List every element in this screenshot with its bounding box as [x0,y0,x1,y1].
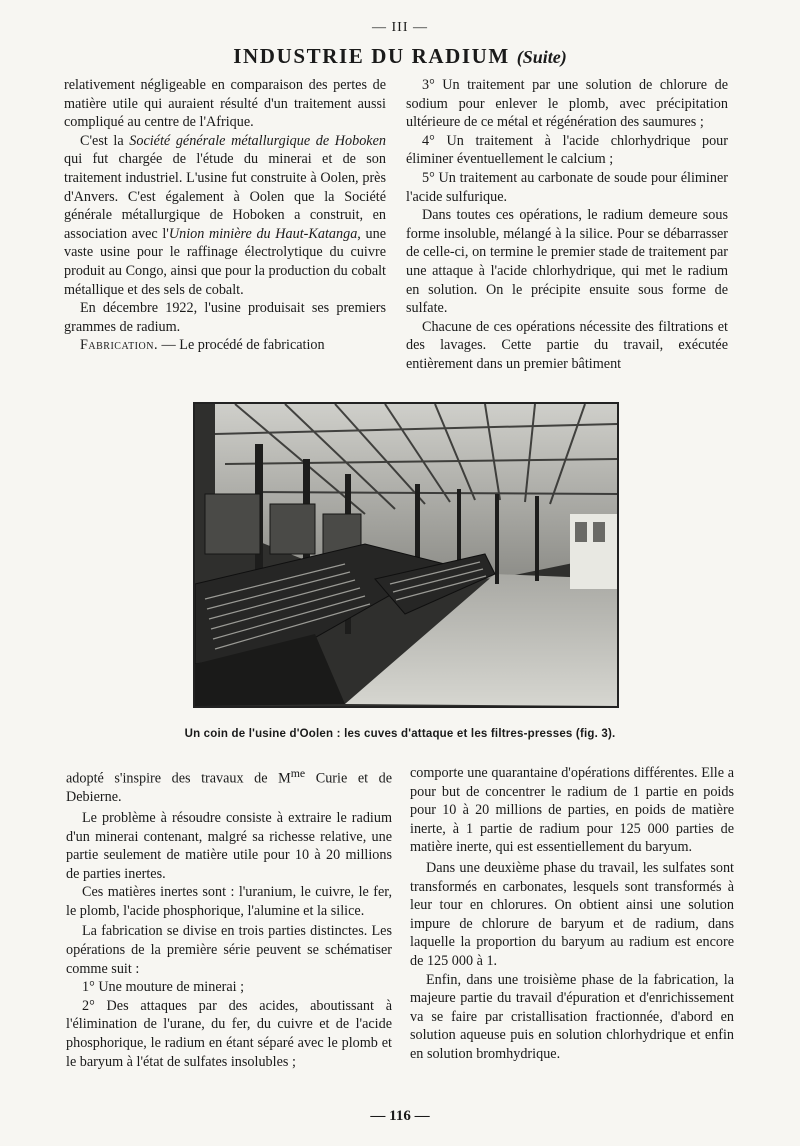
paragraph: La fabrication se divise en trois parties distinctes. Les opérations de la première série peuvent se schématiser comme suit : [66,923,392,977]
page-title [0,44,800,69]
paragraph: relativement négligeable en comparaison des pertes de matière utile qui auraient résulté d'un traitement aussi compliqué au centre de l'Afrique. [64,77,386,131]
company-name: Société générale métallurgique de Hoboken [129,132,386,149]
list-item: 2° Des attaques par des acides, aboutissant à l'élimination de l'urane, du fer, du cuivre et de l'acide phosphorique, le radium en étant séparé avec le plomb et le baryum à l'état de sulfates insolubles ; [66,997,392,1070]
page-number: — 116 — [370,1108,430,1124]
list-item: 1° Une mouture de minerai ; [82,979,245,996]
paragraph: C'est la Société générale métallurgique de Hoboken qui fut chargée de l'étude du minerai et de son traitement industriel. L'usine fut construite à Oolen, près d'Anvers. C'est également à Oolen que la Société générale métallurgique de Hoboken a construit, en association avec l'Union minière du Haut-Katanga, une vaste usine pour le raffinage électrolytique du cuivre produit au Congo, ainsi que pour la production du cobalt métallique et des sels de cobalt. [64,132,386,298]
paragraph: adopté s'inspire des travaux de $M^{me}$ Curie et de Debierne. [66,766,392,806]
paragraph: Dans une deuxième phase du travail, les sulfates sont transformés en carbonates, lesquels sont transformés à leur tour en chlorures. On obtient ainsi une solution impure de chlorure de baryum et de radium, dans laquelle la proportion du baryum au radium est encore de 125 000 à 1. [410,859,734,969]
paragraph: Dans toutes ces opérations, le radium demeure sous forme insoluble, mélangé à la silice. Pour se débarrasser de celle-ci, on termine le premier stade de traitement par une attaque à l'acide chlorhydrique, qui met le radium en solution. On le précipite ensuite sous forme de sulfate. [406,207,728,317]
section-number: — III — [372,20,428,35]
paragraph: comporte une quarantaine d'opérations différentes. Elle a pour but de concentrer le radium de 1 partie en poids pour 10 à 20 millions de parties, en poids de matière inerte, à 1 partie de radium pour 125 000 parties de matière inerte, qui est essentiellement du baryum. [410,765,734,856]
superscript: me [290,766,306,780]
factory-photo-illustration [195,404,617,706]
paragraph: Chacune de ces opérations nécessite des filtrations et des lavages. Cette partie du travail, exécutée entièrement dans un premier bâtiment [406,318,728,372]
company-name: Union minière du Haut-Katanga [168,225,358,242]
column-bottom-left [66,764,392,1071]
list-item: 4° Un traitement à l'acide chlorhydrique pour éliminer éventuellement le calcium ; [406,132,728,168]
list-item: 5° Un traitement au carbonate de soude pour éliminer l'acide sulfurique. [406,169,728,205]
paragraph: Ces matières inertes sont : l'uranium, le cuivre, le fer, le plomb, l'acide phosphorique, l'alumine et la silice. [66,884,392,919]
paragraph: Le problème à résoudre consiste à extraire le radium d'un minerai contenant, malgré sa richesse relative, une partie seulement de matière utile pour 10 à 20 millions de parties inertes. [66,809,392,882]
paragraph: Enfin, dans une troisième phase de la fabrication, la majeure partie du travail d'épuration et d'enrichissement va se faire par cristallisation fractionnée, d'abord en solution aqueuse puis en solution chlorhydrique et enfin en solution bromhydrique. [410,971,734,1062]
list-item: 3° Un traitement par une solution de chlorure de sodium pour enlever le plomb, avec précipitation ultérieure de ce métal et régénération des saumures ; [406,77,728,131]
title-suffix: (Suite) [516,47,567,67]
section-label: Fabrication. [80,337,158,354]
column-top-left [64,76,386,355]
paragraph: En décembre 1922, l'usine produisait ses premiers grammes de radium. [64,300,386,335]
column-top-right [406,76,728,374]
factory-photo [193,402,619,708]
paragraph: Fabrication. — Le procédé de fabrication [80,337,325,354]
title-text: INDUSTRIE DU RADIUM [233,44,510,68]
figure-caption: Un coin de l'usine d'Oolen : les cuves d'attaque et les filtres-presses (fig. 3). [184,728,616,740]
column-bottom-right [410,764,734,1064]
